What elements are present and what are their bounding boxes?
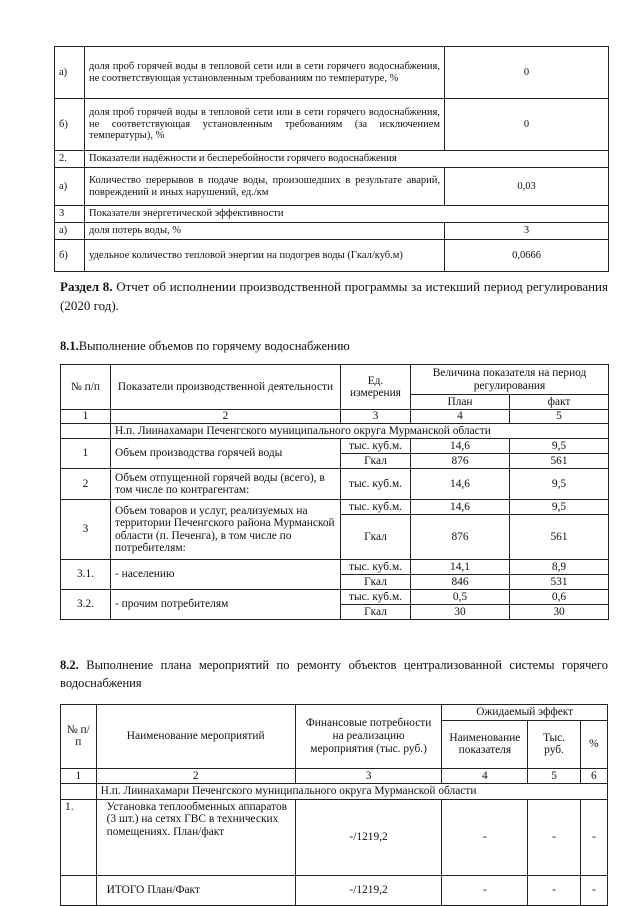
- header-num: № п/п: [61, 365, 111, 410]
- plan-cell: 846: [411, 575, 510, 590]
- empty-cell: [61, 424, 111, 439]
- locality-row: [61, 424, 609, 439]
- col-number: 5: [510, 410, 609, 424]
- col-number: 1: [61, 768, 97, 784]
- unit-cell: тыс. куб.м.: [341, 439, 411, 454]
- header-unit: Ед. измерения: [341, 365, 411, 410]
- indicator-name: доля проб горячей воды в тепловой сети или в сети горячего водоснабжения, не соответствующая установленным требованиям по температуре, %: [85, 47, 445, 99]
- row-number: 1: [61, 439, 111, 469]
- plan-cell: 876: [411, 515, 510, 560]
- row-number: а): [55, 168, 85, 206]
- header-effect: Ожидаемый эффект: [442, 705, 608, 721]
- col-number: 2: [111, 410, 341, 424]
- fact-cell: 9,5: [510, 500, 609, 515]
- plan-cell: 14,1: [411, 560, 510, 575]
- plan-cell: 876: [411, 454, 510, 469]
- fact-cell: 9,5: [510, 469, 609, 500]
- subsection-8-2-text: Выполнение плана мероприятий по ремонту объектов централизованной системы горячего водоснабжения: [60, 658, 608, 691]
- indicator-name: доля потерь воды, %: [85, 223, 445, 240]
- unit-cell: Гкал: [341, 575, 411, 590]
- section-8-text: Отчет об исполнении производственной программы за истекший период регулирования (2020 год).: [60, 279, 608, 313]
- header-indicator-name: Наименование показателя: [442, 720, 528, 768]
- fact-cell: 0,6: [510, 590, 609, 605]
- unit-cell: тыс. куб.м.: [341, 590, 411, 605]
- rub-cell: -: [528, 875, 580, 905]
- percent-cell: -: [580, 799, 607, 875]
- empty-cell: [61, 784, 97, 800]
- table-row: [55, 206, 609, 223]
- row-number: 3.2.: [61, 590, 111, 620]
- col-number: 5: [528, 768, 580, 784]
- table-row: [61, 799, 608, 875]
- section-heading: Показатели энергетической эффективности: [85, 206, 609, 223]
- row-number: [61, 875, 97, 905]
- section-heading: Показатели надёжности и бесперебойности горячего водоснабжения: [85, 151, 609, 168]
- table-row: [61, 439, 609, 454]
- header-indicator: Показатели производственной деятельности: [111, 365, 341, 410]
- locality-name: Н.п. Лиинахамари Печенгского муниципального округа Мурманской области: [111, 424, 609, 439]
- locality-name: Н.п. Лиинахамари Печенгского муниципального округа Мурманской области: [96, 784, 607, 800]
- table-row: [61, 500, 609, 515]
- locality-row: [61, 784, 608, 800]
- fact-cell: 561: [510, 515, 609, 560]
- plan-cell: 30: [411, 605, 510, 620]
- section-8-label: Раздел 8.: [60, 279, 113, 294]
- col-number: 6: [580, 768, 607, 784]
- header-plan: План: [411, 395, 510, 410]
- table-header-row: [61, 365, 609, 395]
- row-name: - прочим потребителям: [111, 590, 341, 620]
- row-number: 2: [61, 469, 111, 500]
- unit-cell: Гкал: [341, 605, 411, 620]
- plan-cell: 14,6: [411, 500, 510, 515]
- repair-plan-table: [60, 704, 608, 906]
- row-number: 3: [55, 206, 85, 223]
- table-row: [55, 151, 609, 168]
- fact-cell: 531: [510, 575, 609, 590]
- subsection-8-1-label: 8.1.: [60, 339, 79, 353]
- col-number: 4: [442, 768, 528, 784]
- percent-cell: -: [580, 875, 607, 905]
- row-name: Объем отпущенной горячей воды (всего), в том числе по контрагентам:: [111, 469, 341, 500]
- fact-cell: 8,9: [510, 560, 609, 575]
- col-number: 1: [61, 410, 111, 424]
- hot-water-volumes-table: [60, 364, 609, 620]
- column-numbers-row: [61, 768, 608, 784]
- col-number: 3: [295, 768, 442, 784]
- indicator-cell: -: [442, 799, 528, 875]
- subsection-8-1-heading: [60, 337, 608, 355]
- table-row: [61, 560, 609, 575]
- row-number: а): [55, 223, 85, 240]
- unit-cell: Гкал: [341, 515, 411, 560]
- unit-cell: тыс. куб.м.: [341, 560, 411, 575]
- unit-cell: Гкал: [341, 454, 411, 469]
- row-name: - населению: [111, 560, 341, 590]
- finance-cell: -/1219,2: [295, 875, 442, 905]
- row-name: Объем товаров и услуг, реализуемых на территории Печенгского района Мурманской области (п. Печенга), в том числе по потребителям:: [111, 500, 341, 560]
- plan-cell: 14,6: [411, 469, 510, 500]
- header-rub: Тыс. руб.: [528, 720, 580, 768]
- row-name: Установка теплообменных аппаратов (3 шт.) на сетях ГВС в технических помещениях. План/факт: [96, 799, 295, 875]
- section-8-heading: [60, 278, 608, 316]
- row-number: 3.1.: [61, 560, 111, 590]
- indicator-name: Количество перерывов в подаче воды, произошедших в результате аварий, повреждений и иных нарушений, ед./км: [85, 168, 445, 206]
- indicators-table: [54, 46, 609, 272]
- indicator-name: доля проб горячей воды в тепловой сети или в сети горячего водоснабжения, не соответствующая установленным требованиям (за исключением температуры), %: [85, 99, 445, 151]
- subsection-8-1-text: Выполнение объемов по горячему водоснабжению: [78, 339, 350, 353]
- column-numbers-row: [61, 410, 609, 424]
- header-name: Наименование мероприятий: [96, 705, 295, 769]
- fact-cell: 30: [510, 605, 609, 620]
- row-number: а): [55, 47, 85, 99]
- indicator-value: 3: [445, 223, 609, 240]
- header-value-group: Величина показателя на период регулирования: [411, 365, 609, 395]
- table-row: [55, 47, 609, 99]
- row-number: 3: [61, 500, 111, 560]
- col-number: 3: [341, 410, 411, 424]
- indicator-value: 0,03: [445, 168, 609, 206]
- unit-cell: тыс. куб.м.: [341, 469, 411, 500]
- table-row: [55, 168, 609, 206]
- table-header-row: [61, 705, 608, 721]
- unit-cell: тыс. куб.м.: [341, 500, 411, 515]
- table-row: [61, 469, 609, 500]
- table-row: [61, 590, 609, 605]
- header-num: № п/п: [61, 705, 97, 769]
- row-number: 2.: [55, 151, 85, 168]
- indicator-cell: -: [442, 875, 528, 905]
- rub-cell: -: [528, 799, 580, 875]
- header-finance: Финансовые потребности на реализацию мероприятия (тыс. руб.): [295, 705, 442, 769]
- row-number: б): [55, 99, 85, 151]
- row-number: б): [55, 240, 85, 272]
- table-row: [55, 223, 609, 240]
- header-percent: %: [580, 720, 607, 768]
- finance-cell: -/1219,2: [295, 799, 442, 875]
- indicator-value: 0: [445, 99, 609, 151]
- fact-cell: 561: [510, 454, 609, 469]
- row-name: ИТОГО План/Факт: [96, 875, 295, 905]
- table-row: [55, 99, 609, 151]
- header-fact: факт: [510, 395, 609, 410]
- indicator-value: 0: [445, 47, 609, 99]
- col-number: 4: [411, 410, 510, 424]
- fact-cell: 9,5: [510, 439, 609, 454]
- plan-cell: 0,5: [411, 590, 510, 605]
- subsection-8-2-heading: [60, 656, 608, 692]
- row-number: 1.: [61, 799, 97, 875]
- row-name: Объем производства горячей воды: [111, 439, 341, 469]
- indicator-value: 0,0666: [445, 240, 609, 272]
- col-number: 2: [96, 768, 295, 784]
- subsection-8-2-label: 8.2.: [60, 658, 79, 672]
- table-row: [61, 875, 608, 905]
- indicator-name: удельное количество тепловой энергии на подогрев воды (Гкал/куб.м): [85, 240, 445, 272]
- table-row: [55, 240, 609, 272]
- plan-cell: 14,6: [411, 439, 510, 454]
